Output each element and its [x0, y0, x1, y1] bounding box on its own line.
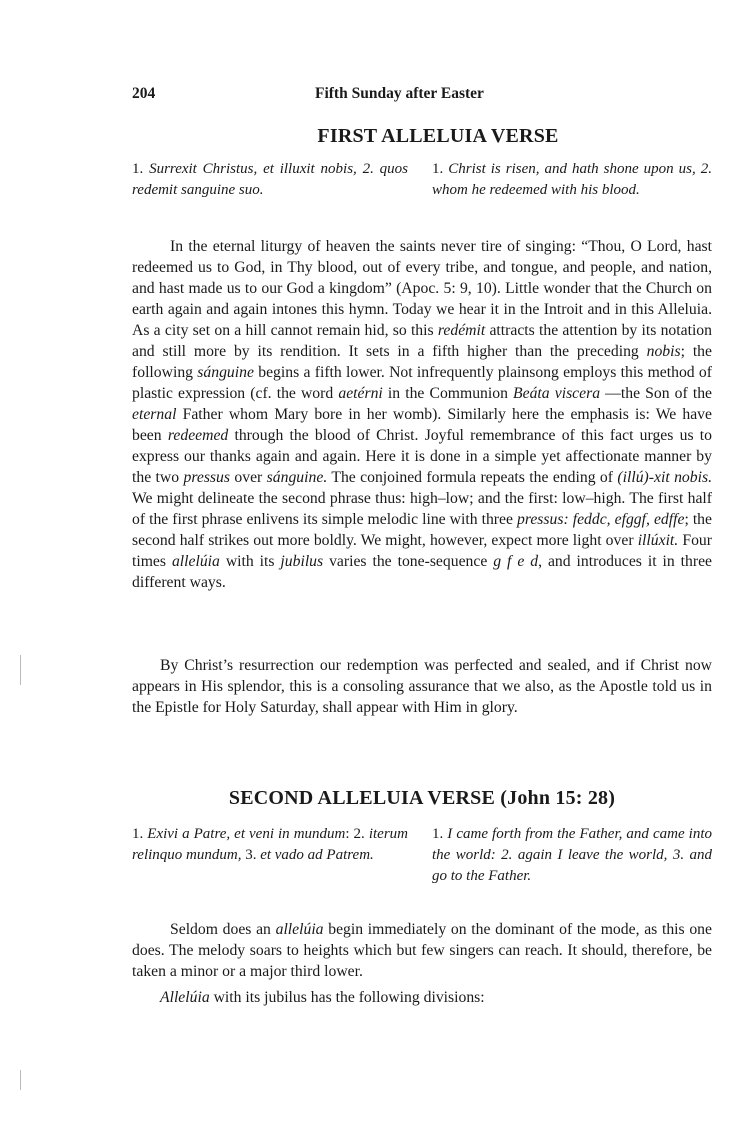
commentary-paragraph-1: In the eternal liturgy of heaven the saints never tire of singing: “Thou, O Lord, hast redeemed us to God, in Thy blood, out of every tribe, and tongue, and people, and nation, and hast made us to our God a kingdom” (Apoc. 5: 9, 10). Little wonder that the Church on earth again and again intones this hymn. Today we hear it in the Introit and in this Alleluia. As a city set on a hill cannot remain hid, so this redémit attracts the attention by its notation and still more by its rendition. It sets in a fifth higher than the preceding nobis; the following sánguine begins a fifth lower. Not infrequently plainsong employs this method of plastic expression (cf. the word aetérni in the Communion Beáta viscera —the Son of the eternal Father whom Mary bore in her womb). Similarly here the emphasis is: We have been redeemed through the blood of Christ. Joyful remembrance of this fact urges us to express our thanks again and again. Here it is done in a simple yet affectionate manner by the two pressus over sánguine. The conjoined formula repeats the ending of (illú)-xit nobis. We might delineate the second phrase thus: high–low; and the first: low–high. The first half of the first phrase enlivens its simple melodic line with three pressus: feddc, efggf, edffe; the second half strikes out more boldly. We might, however, expect more light over illúxit. Four times allelúia with its jubilus varies the tone-sequence g f e d, and introduces it in three different ways. — [132, 238, 713, 591]
scripture-reference: (John 15: 28) — [500, 787, 616, 809]
english-verse: 1. Christ is risen, and hath shone upon us, 2. whom he redeemed with his blood. — [432, 161, 712, 198]
page-number: 204 — [132, 85, 156, 102]
commentary-paragraph-3: Seldom does an allelúia begin immediately on the dominant of the mode, as this one does. The melody soars to heights which but few singers can reach. It should, therefore, be taken a minor or a major third lower. — [132, 921, 712, 980]
running-head — [132, 85, 712, 105]
second-alleluia-title: SECOND ALLELUIA VERSE (John 15: 28) — [228, 787, 616, 809]
latin-verse-2: 1. Exivi a Patre, et veni in mundum: 2. iterum relinquo mundum, 3. et vado ad Patrem. — [132, 826, 409, 863]
commentary-paragraph-2: By Christ’s resurrection our redemption was perfected and sealed, and if Christ now appears in His splendor, this is a consoling assurance that we also, as the Apostle told us in the Epistle for Holy Saturday, shall appear with Him in glory. — [132, 657, 712, 716]
scan-edge-mark — [20, 655, 21, 685]
commentary-paragraph-4: Allelúia with its jubilus has the following divisions: — [160, 989, 485, 1006]
running-title: Fifth Sunday after Easter — [315, 85, 484, 102]
scan-edge-mark — [20, 1070, 21, 1090]
english-verse-2: 1. I came forth from the Father, and came into the world: 2. again I leave the world, 3. and go to the Father. — [432, 826, 712, 884]
first-alleluia-title: FIRST ALLELUIA VERSE — [317, 125, 559, 147]
latin-verse: 1. Surrexit Christus, et illuxit nobis, 2. quos redemit sanguine suo. — [132, 161, 408, 198]
